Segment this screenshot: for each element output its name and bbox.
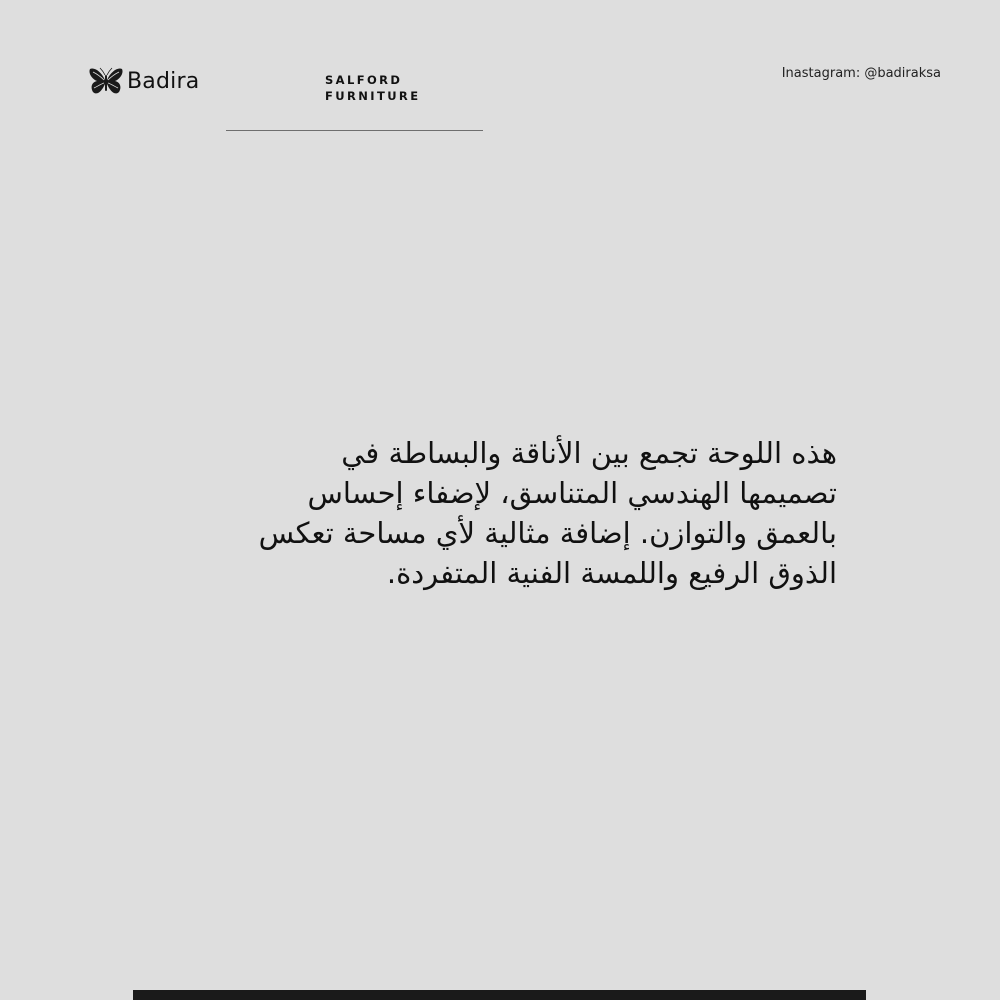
description-line-4: الذوق الرفيع واللمسة الفنية المتفردة. [386, 556, 837, 590]
partner-logo [325, 72, 420, 104]
brand-logo [89, 67, 199, 97]
header-divider [226, 130, 483, 131]
partner-name-line1: SALFORD [325, 73, 403, 87]
description-line-3: بالعمق والتوازن. إضافة مثالية لأي مساحة تعكس [258, 516, 837, 550]
bottom-bar [133, 990, 866, 1000]
description-line-2: تصميمها الهندسي المتناسق، لإضفاء إحساس [307, 476, 837, 510]
description-line-1: هذه اللوحة تجمع بين الأناقة والبساطة في [341, 436, 837, 470]
butterfly-icon [89, 67, 123, 97]
partner-name-line2: FURNITURE [325, 89, 421, 103]
instagram-handle: Inastagram: @badiraksa [781, 66, 941, 81]
product-description [197, 433, 837, 593]
brand-name: Badira [127, 69, 200, 94]
